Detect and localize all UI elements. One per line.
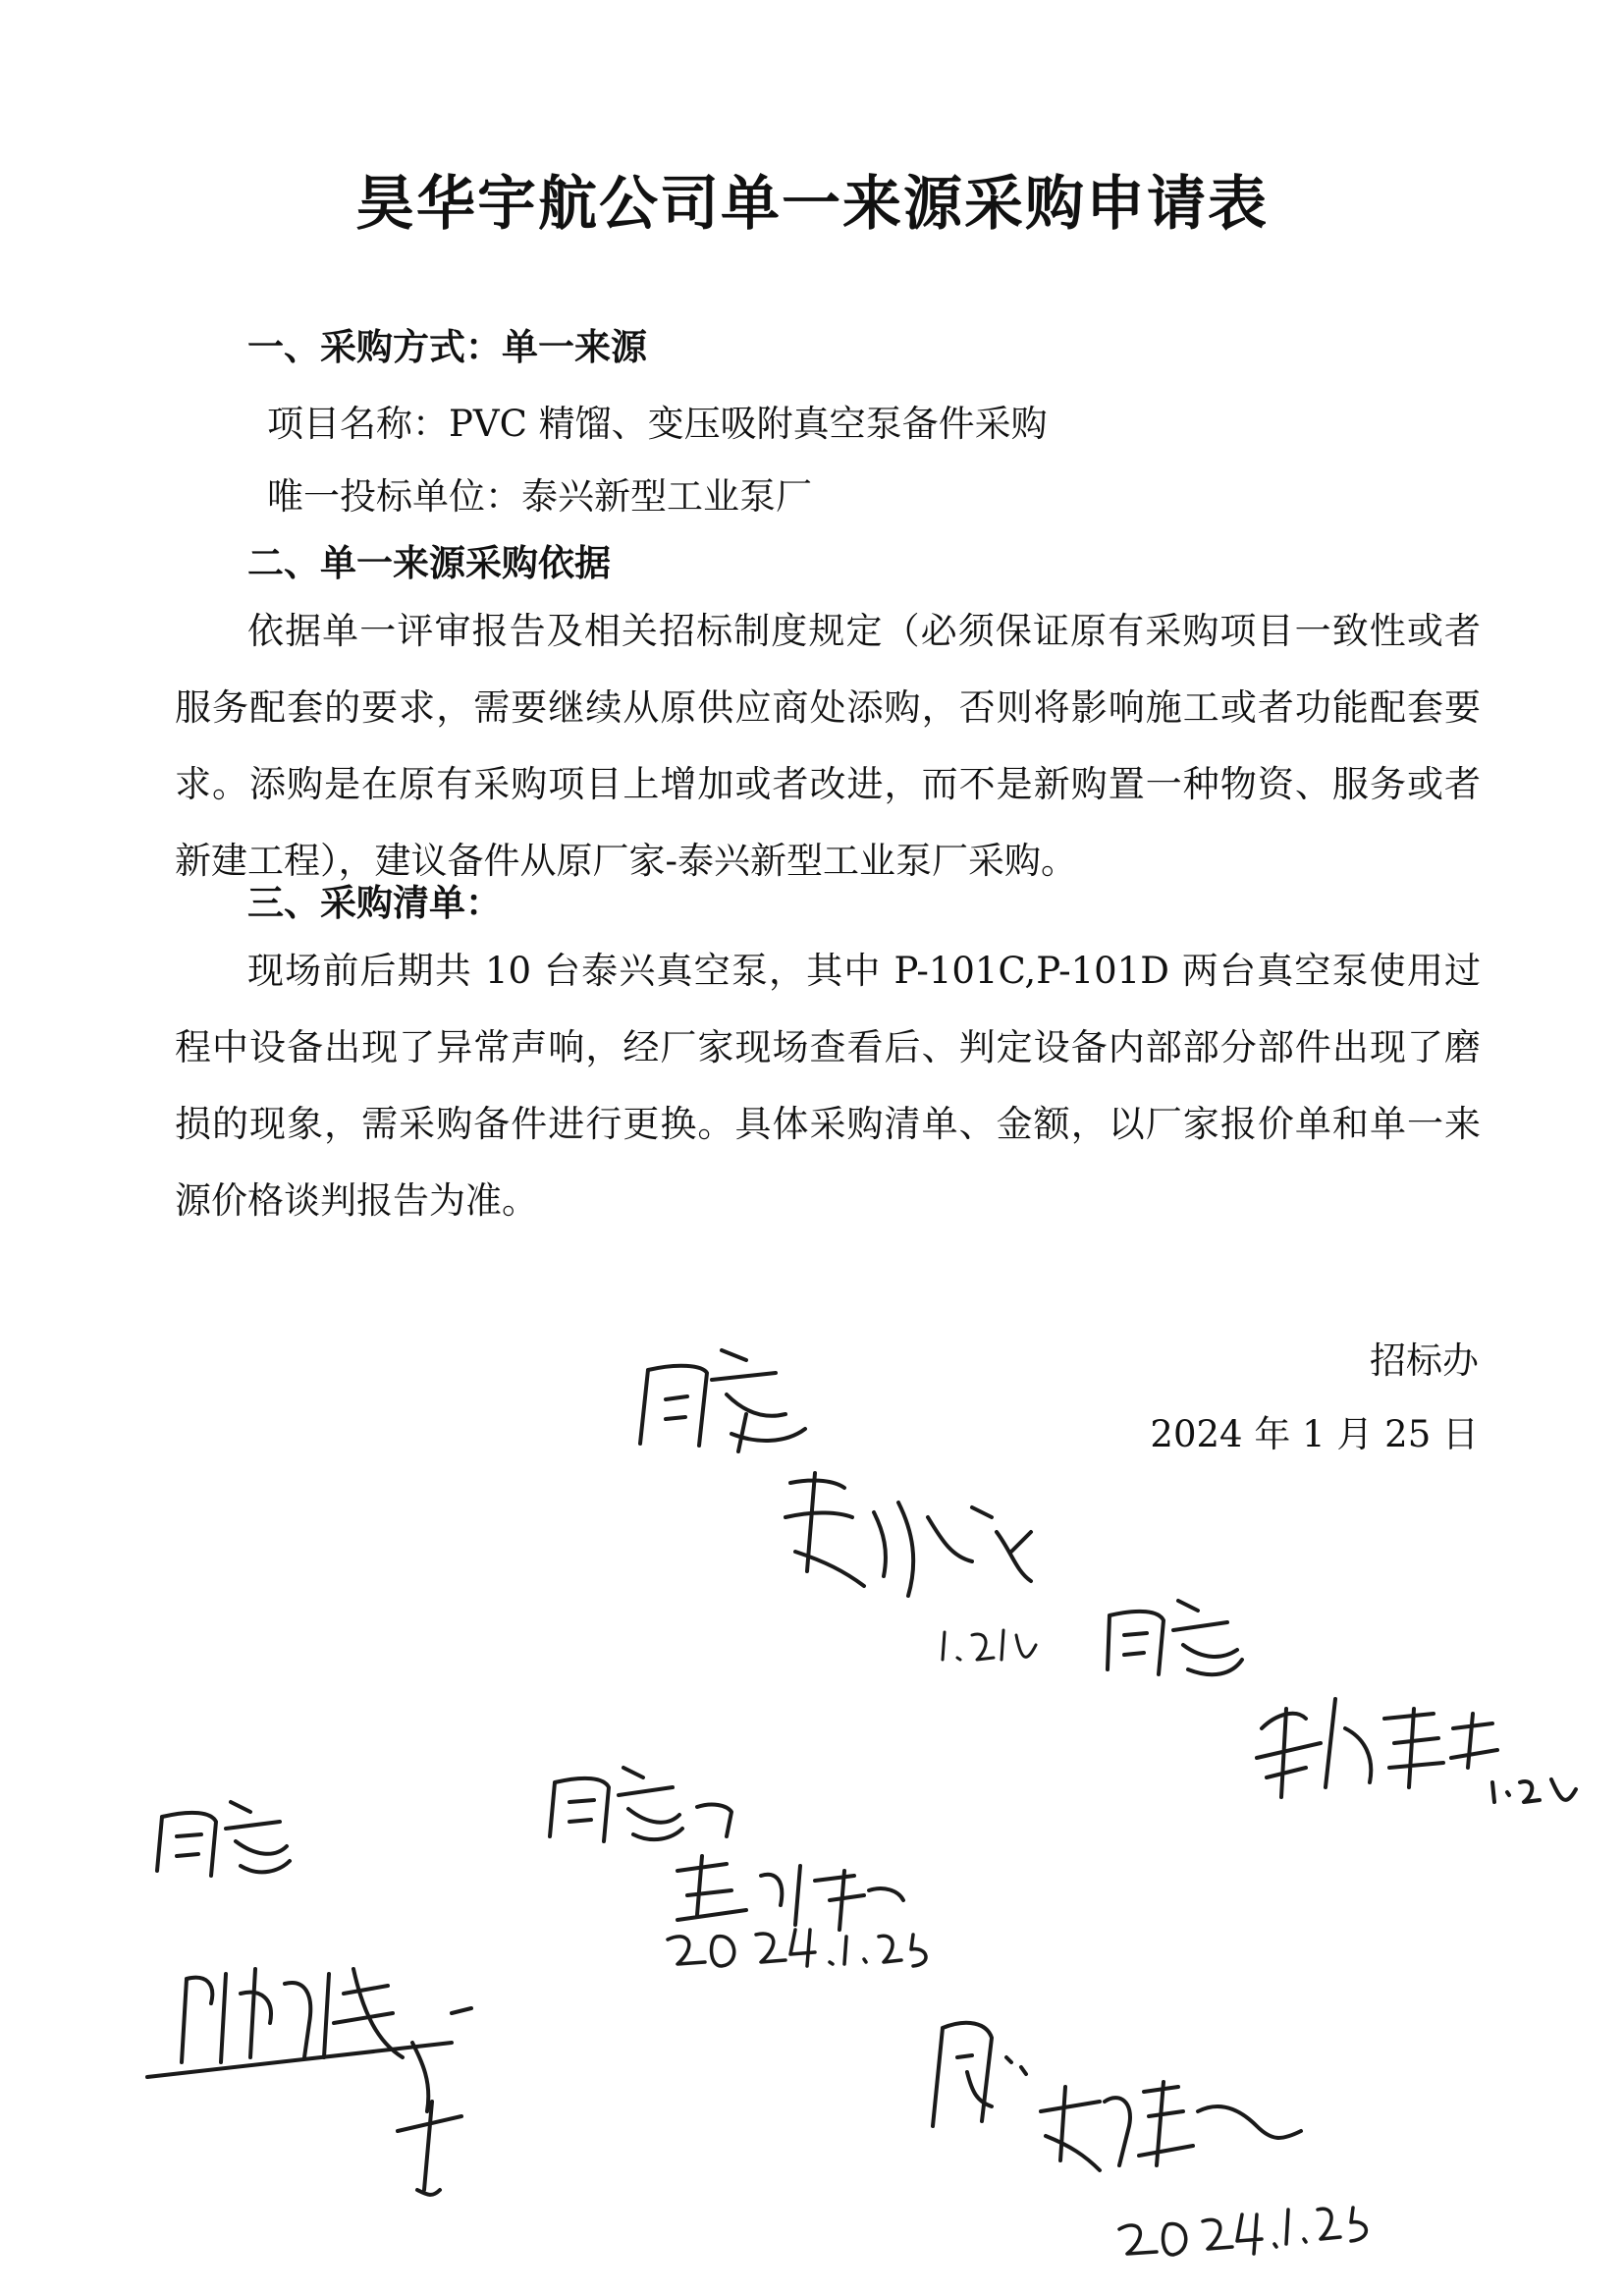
section-2-heading: 二、单一来源采购依据: [247, 542, 611, 584]
document-date: 2024 年 1 月 25 日: [1150, 1413, 1479, 1455]
section-3-heading: 三、采购清单：: [247, 882, 502, 924]
section-2-body: 依据单一评审报告及相关招标制度规定（必须保证原有采购项目一致性或者服务配套的要求，需要继续从原供应商处添购，否则将影响施工或者功能配套要求。添购是在原有采购项目上增加或者改进，而不是新购置一种物资、服务或者新建工程），建议备件从原厂家-泰兴新型工业泵厂采购。: [175, 610, 1481, 882]
signature-date-1: [943, 1630, 1036, 1660]
signature-approval-6: [550, 1768, 731, 1841]
signature-approval-10: [1041, 2082, 1301, 2170]
signature-approval-1: [640, 1350, 805, 1451]
signature-approval-4: [1257, 1699, 1576, 1802]
signature-approval-3: [1108, 1601, 1242, 1674]
signature-approval-2: [785, 1473, 1031, 1596]
signature-approval-9: [933, 2023, 1026, 2126]
signature-date-2: [668, 1930, 926, 1966]
sole-bidder: 唯一投标单位：泰兴新型工业泵厂: [267, 475, 812, 518]
signature-approval-8: [147, 1969, 471, 2195]
section-3-body: 现场前后期共 10 台泰兴真空泵，其中 P-101C,P-101D 两台真空泵使用过程中设备出现了异常声响，经厂家现场查看后、判定设备内部部分部件出现了磨损的现象，需采购备件进行更换。具体采购清单、金额，以厂家报价单和单一来源价格谈判报告为准。: [175, 950, 1481, 1222]
document-title: 昊华宇航公司单一来源采购申请表: [355, 170, 1269, 239]
section-1-heading: 一、采购方式：单一来源: [247, 326, 647, 368]
project-name: 项目名称：PVC 精馏、变压吸附真空泵备件采购: [267, 403, 1048, 445]
signature-date-3: [1119, 2208, 1366, 2255]
signature-approval-5: [157, 1802, 290, 1876]
signature-approval-7: [677, 1856, 903, 1930]
department-label: 招标办: [1370, 1339, 1479, 1382]
